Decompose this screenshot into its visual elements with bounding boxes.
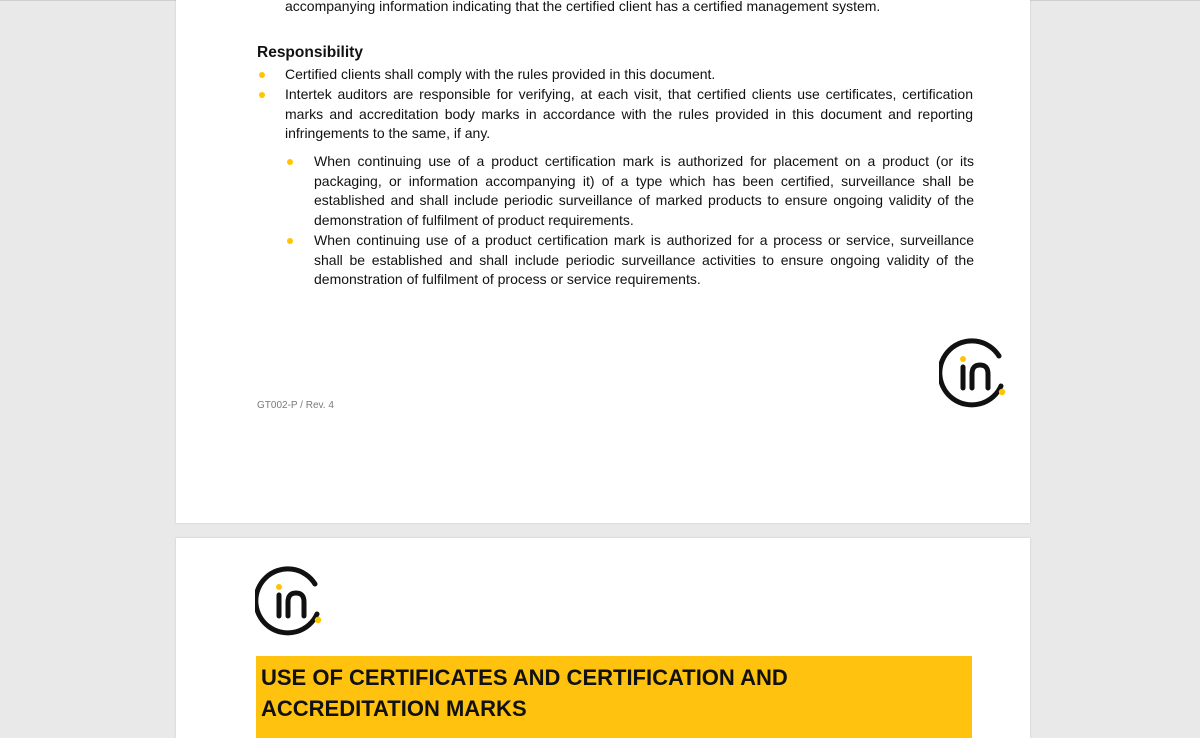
intertek-in-logo-icon <box>939 338 1011 410</box>
carryover-text: accompanying information indicating that the certified client has a certified management system. <box>285 0 881 14</box>
bullet-item: Intertek auditors are responsible for verifying, at each visit, that certified clients use certificates, certification marks and accreditation body marks in accordance with the rules provided in this document and reporting infringements to the same, if any. <box>285 86 973 141</box>
document-page-2 <box>176 538 1030 738</box>
page-footer: GT002-P / Rev. 4 <box>257 400 334 411</box>
document-page-1 <box>176 0 1030 523</box>
bullet-item: Certified clients shall comply with the rules provided in this document. <box>285 66 716 82</box>
intertek-in-logo-icon <box>255 566 327 638</box>
bullet-icon <box>259 92 265 98</box>
sub-bullet-icon <box>287 238 293 244</box>
bullet-icon <box>259 72 265 78</box>
section-heading: Responsibility <box>257 44 363 61</box>
section-title-banner <box>256 656 972 738</box>
sub-bullet-item: When continuing use of a product certification mark is authorized for placement on a product (or its packaging, or information accompanying it) of a type which has been certified, surveillance shall be established and shall include periodic surveillance of marked products to ensure ongoing validity of the demonstration of fulfilment of product requirements. <box>314 153 974 228</box>
section-title: USE OF CERTIFICATES AND CERTIFICATION AND ACCREDITATION MARKS <box>261 665 788 721</box>
sub-bullet-item: When continuing use of a product certification mark is authorized for a process or service, surveillance shall be established and shall include periodic surveillance activities to ensure ongoing validity of the demonstration of fulfilment of process or service requirements. <box>314 232 974 287</box>
sub-bullet-icon <box>287 159 293 165</box>
